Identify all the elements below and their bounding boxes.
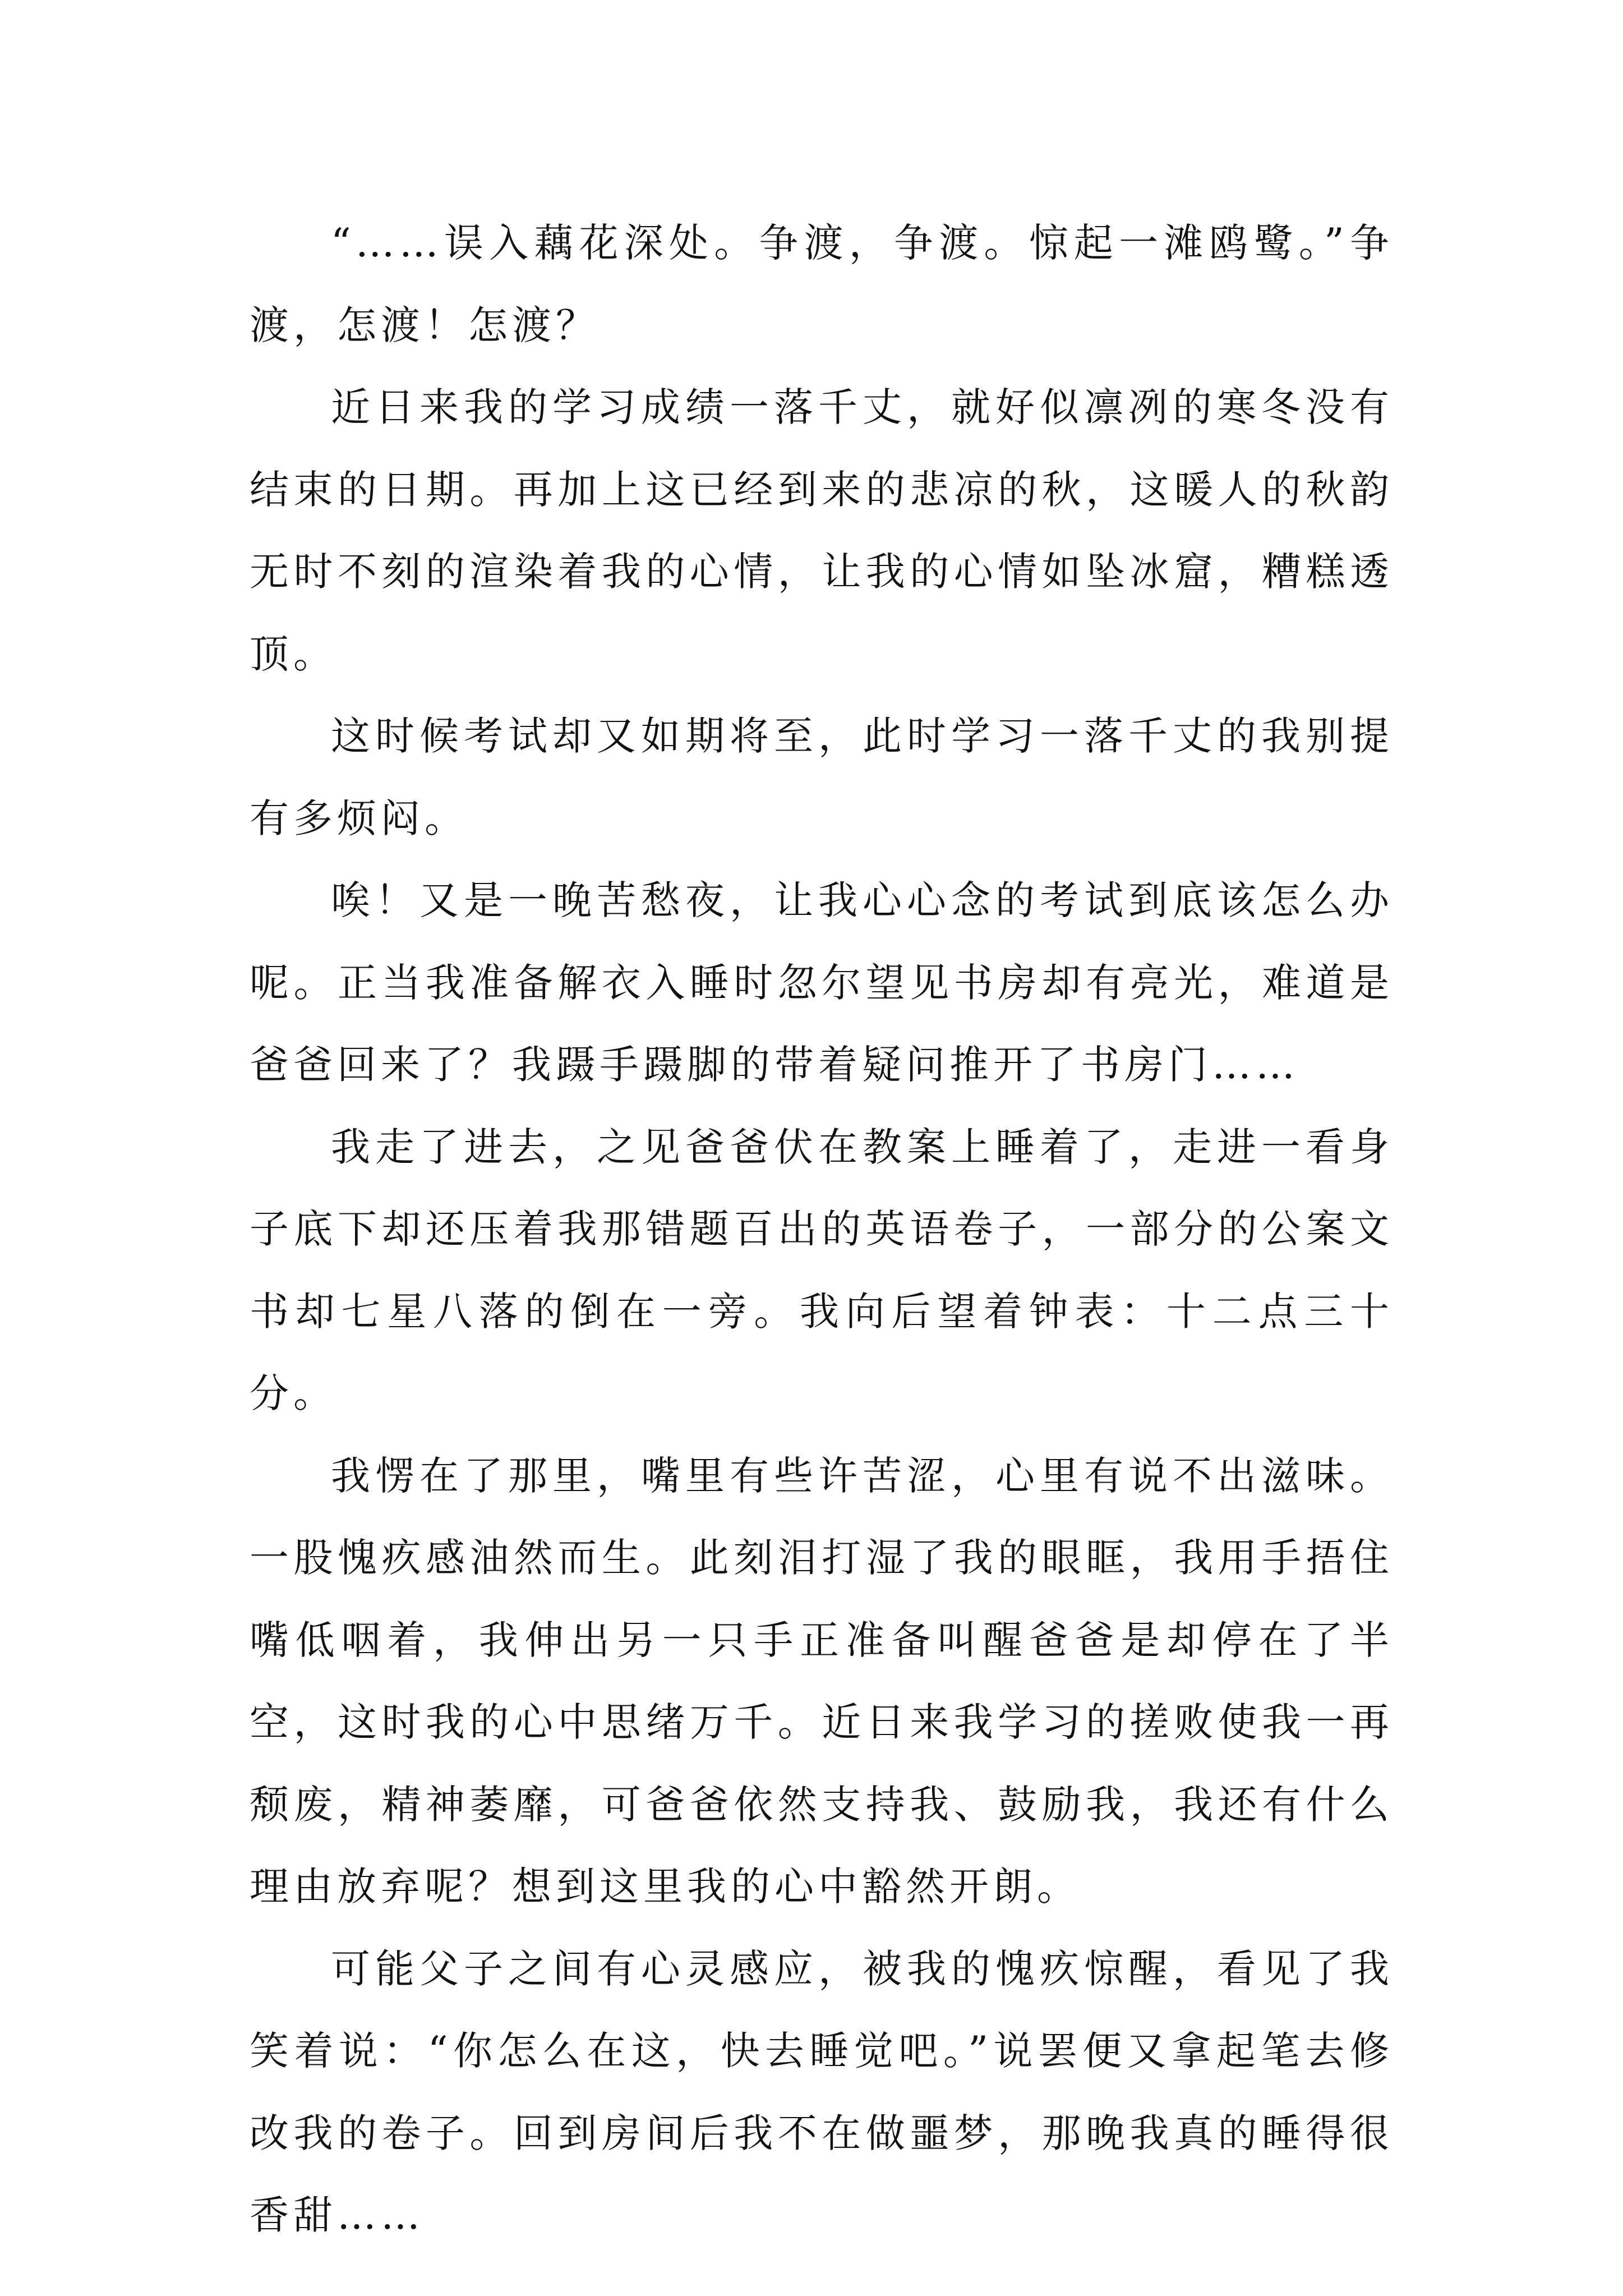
- paragraph-poem-quote: “……误入藕花深处。争渡，争渡。惊起一滩鸥鹭。”争渡，怎渡！怎渡？: [250, 220, 1394, 348]
- paragraph-exam-approaching: 这时候考试却又如期将至，此时学习一落千丈的我别提有多烦闷。: [250, 713, 1394, 841]
- paragraph-grades-falling: 近日来我的学习成绩一落千丈，就好似凛冽的寒冬没有结束的日期。再加上这已经到来的悲凉的秋，这暖人的秋韵无时不刻的渲染着我的心情，让我的心情如坠冰窟，糟糕透顶。: [250, 384, 1394, 677]
- paragraph-father-asleep: 我走了进去，之见爸爸伏在教案上睡着了，走进一看身子底下却还压着我那错题百出的英语卷子，一部分的公案文书却七星八落的倒在一旁。我向后望着钟表：十二点三十分。: [250, 1124, 1394, 1416]
- paragraph-guilt-realization: 我愣在了那里，嘴里有些许苦涩，心里有说不出滋味。一股愧疚感油然而生。此刻泪打湿了我的眼眶，我用手捂住嘴低咽着，我伸出另一只手正准备叫醒爸爸是却停在了半空，这时我的心中思绪万千。近日来我学习的搓败使我一再颓废，精神萎靡，可爸爸依然支持我、鼓励我，我还有什么理由放弃呢？想到这里我的心中豁然开朗。: [250, 1452, 1394, 1910]
- essay-body: [250, 202, 1394, 2257]
- paragraph-night-worry: 唉！又是一晚苦愁夜，让我心心念的考试到底该怎么办呢。正当我准备解衣入睡时忽尔望见书房却有亮光，难道是爸爸回来了？我蹑手蹑脚的带着疑问推开了书房门……: [250, 877, 1394, 1088]
- paragraph-father-wakes: 可能父子之间有心灵感应，被我的愧疚惊醒，看见了我笑着说：“你怎么在这，快去睡觉吧。”说罢便又拿起笔去修改我的卷子。回到房间后我不在做噩梦，那晚我真的睡得很香甜……: [250, 1945, 1394, 2238]
